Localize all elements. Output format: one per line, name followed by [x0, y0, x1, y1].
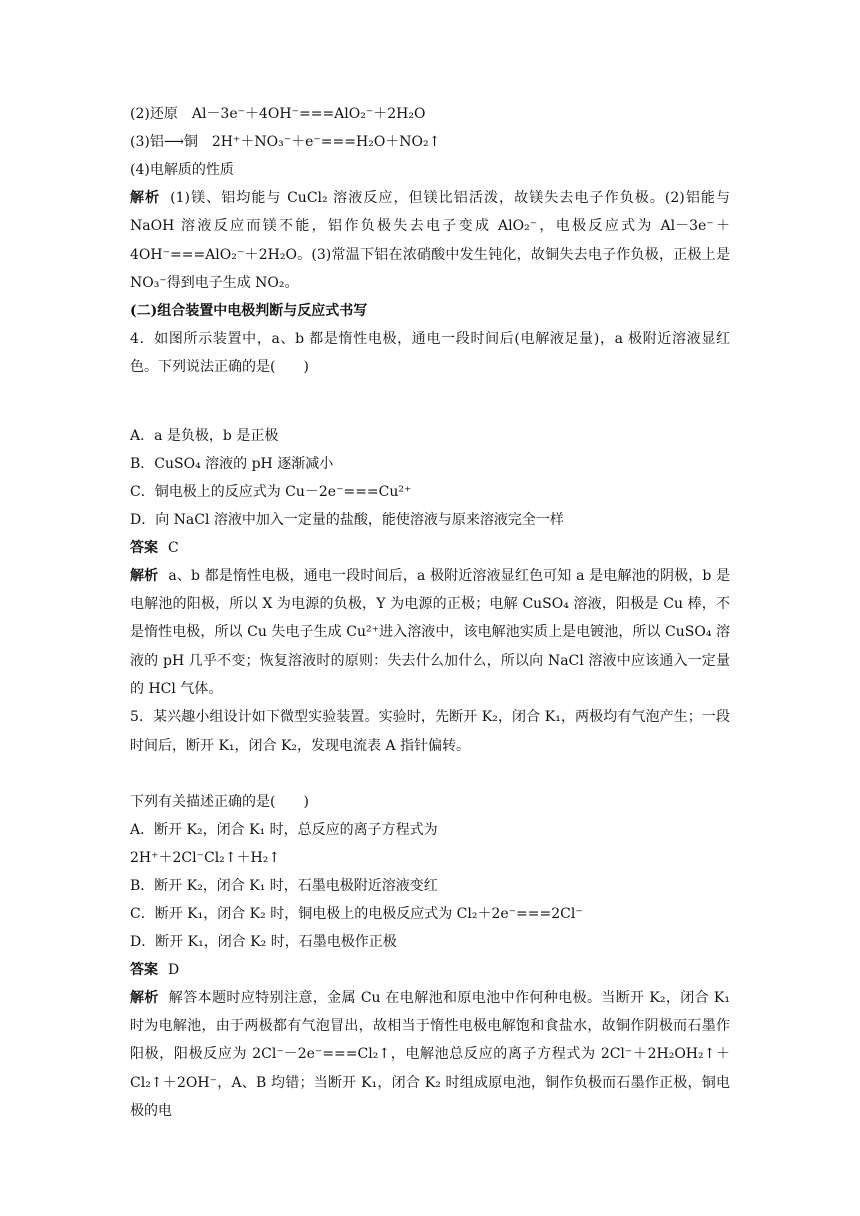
- q4-option-a: A．a 是负极，b 是正极: [130, 427, 279, 444]
- analysis-text: a、b 都是惰性电极，通电一段时间后，a 极附近溶液显红色可知 a 是电解池的阴极，b 是电解池的阳极，所以 X 为电源的负极，Y 为电源的正极；电解 CuSO₄ 溶液，阳极是 Cu 棒，不是惰性电极，所以 Cu 失电子生成 Cu²⁺进入溶液中，该电解池实质上是电镀池，所以 CuSO₄ 溶液的 pH 几乎不变；恢复溶液时的原则：失去什么加什么，所以向 NaCl 溶液中应该通入一定量的 HCl 气体。: [130, 567, 730, 697]
- q4-answer: [130, 534, 730, 562]
- q5-answer: [130, 956, 730, 984]
- q5-option-d: D．断开 K₁，闭合 K₂ 时，石墨电极作正极: [130, 933, 397, 950]
- analysis-text: (1)镁、铝均能与 CuCl₂ 溶液反应，但镁比铝活泼，故镁失去电子作负极。(2)铝能与 NaOH 溶液反应而镁不能，铝作负极失去电子变成 AlO₂⁻，电极反应式为 Al－3e⁻＋4OH⁻===AlO₂⁻＋2H₂O。(3)常温下铝在浓硝酸中发生钝化，故铜失去电子作负极，正极上是 NO₃⁻得到电子生成 NO₂。: [130, 190, 731, 291]
- q4-option-d: D．向 NaCl 溶液中加入一定量的盐酸，能使溶液与原来溶液完全一样: [130, 511, 564, 528]
- analysis-text: 解答本题时应特别注意，金属 Cu 在电解池和原电池中作何种电极。当断开 K₂，闭合 K₁ 时为电解池，由于两极都有气泡冒出，故相当于惰性电极电解饱和食盐水，故铜作阴极而石墨作阳极，阳极反应为 2Cl⁻－2e⁻===Cl₂↑，电解池总反应的离子方程式为 2Cl⁻＋2H₂OH₂↑＋Cl₂↑＋2OH⁻，A、B 均错；当断开 K₁，闭合 K₂ 时组成原电池，铜作负极而石墨作正极，铜电极的电: [130, 989, 730, 1120]
- answer-label: 答案: [130, 961, 158, 978]
- answer-line-4: (4)电解质的性质: [130, 162, 234, 178]
- analysis-label: 解析: [130, 989, 159, 1006]
- q5-option-a-equation: 2H⁺＋2Cl⁻Cl₂↑＋H₂↑: [130, 849, 281, 866]
- answer-value: C: [168, 539, 179, 556]
- answer-value: D: [168, 961, 180, 978]
- document-page: [130, 100, 730, 1125]
- answer-label: 答案: [130, 539, 158, 556]
- analysis-label: 解析: [130, 190, 161, 206]
- figure-placeholder-q4: [130, 382, 730, 422]
- q5-prompt: 下列有关描述正确的是( ): [130, 793, 309, 810]
- q5-option-b: B．断开 K₂，闭合 K₁ 时，石墨电极附近溶液变红: [130, 877, 438, 894]
- answer-line-2: (2)还原 Al－3e⁻＋4OH⁻===AlO₂⁻＋2H₂O: [130, 106, 426, 122]
- figure-placeholder-q5: [130, 760, 730, 788]
- analysis-paragraph-1: [130, 184, 730, 297]
- q4-analysis: [130, 562, 730, 703]
- question-4-stem: 4．如图所示装置中，a、b 都是惰性电极，通电一段时间后(电解液足量)，a 极附近溶液显红色。下列说法正确的是( ): [130, 331, 730, 376]
- q5-analysis: [130, 984, 730, 1125]
- q4-option-b: B．CuSO₄ 溶液的 pH 逐渐减小: [130, 455, 334, 472]
- q4-option-c: C．铜电极上的反应式为 Cu－2e⁻===Cu²⁺: [130, 483, 412, 500]
- answer-line-3: (3)铝⟶铜 2H⁺＋NO₃⁻＋e⁻===H₂O＋NO₂↑: [130, 134, 441, 150]
- analysis-label: 解析: [130, 567, 159, 584]
- section-title: (二)组合装置中电极判断与反应式书写: [130, 303, 368, 320]
- q5-option-c: C．断开 K₁，闭合 K₂ 时，铜电极上的电极反应式为 Cl₂＋2e⁻===2Cl⁻: [130, 905, 583, 922]
- q5-option-a: A．断开 K₂，闭合 K₁ 时，总反应的离子方程式为: [130, 821, 438, 838]
- question-5-stem: 5．某兴趣小组设计如下微型实验装置。实验时，先断开 K₂，闭合 K₁，两极均有气泡产生；一段时间后，断开 K₁，闭合 K₂，发现电流表 A 指针偏转。: [130, 709, 730, 754]
